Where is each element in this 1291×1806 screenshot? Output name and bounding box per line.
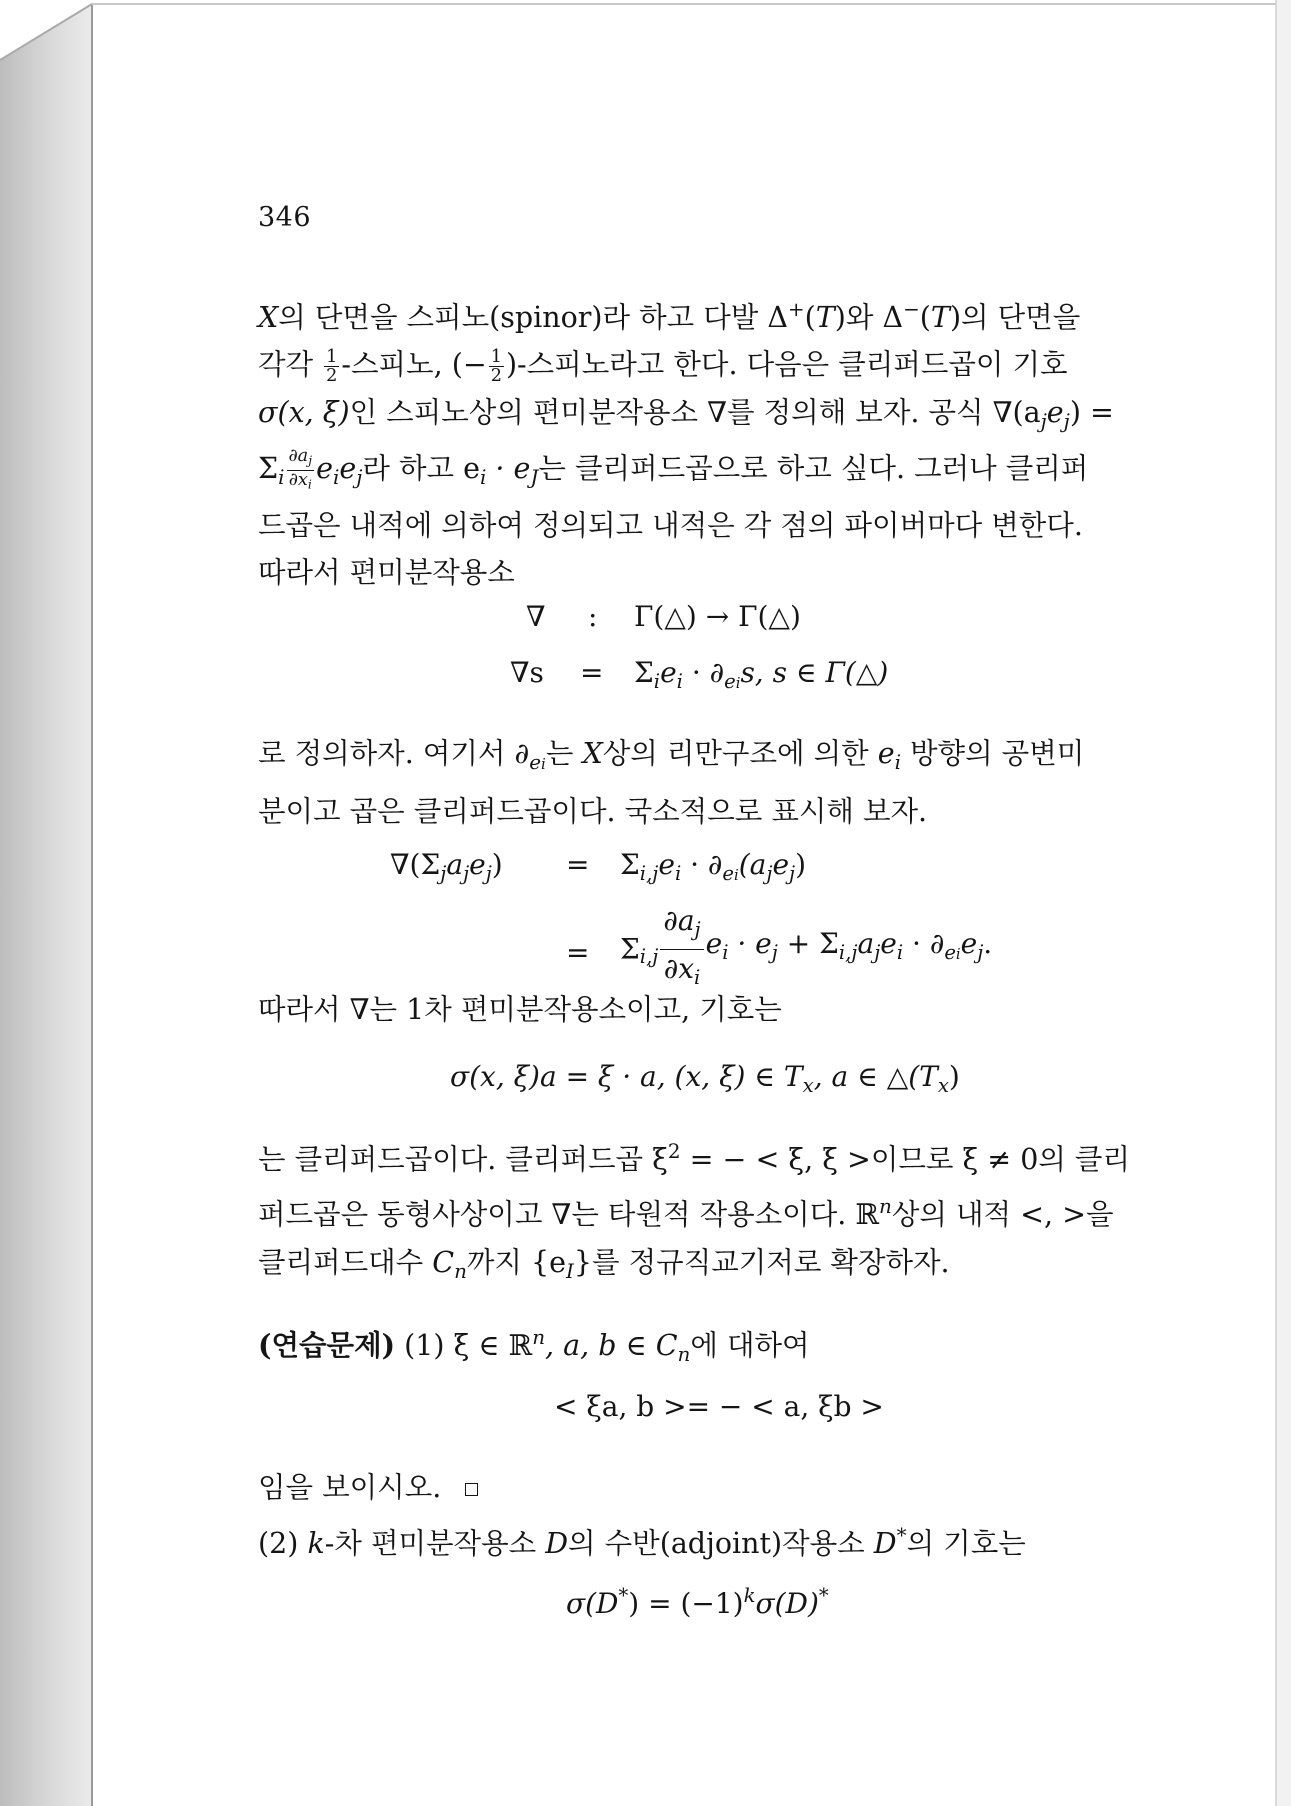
equation-dirac-map-right: Γ(△) → Γ(△) bbox=[634, 600, 801, 633]
exercise-equation-2: $\sigma(D^*) = (-1)^k\sigma(D)^*$ bbox=[566, 1584, 829, 1620]
text-line: 로 정의하자. 여기서 $\partial_{ei}$는 X상의 리만구조에 의한 $e_i$ 방향의 공변미 bbox=[258, 737, 1085, 774]
exercise-heading bbox=[258, 1314, 1148, 1378]
equation-local-right-2: $\Sigma_{i,j}$ $\frac{\partial a_j}{\partial x_i}$ $e_i \cdot e_j + \Sigma_{i,j}a_je_i \cdot \partial_{ei}e_j$. bbox=[620, 904, 993, 989]
paragraph-covariant-derivative bbox=[258, 730, 1148, 836]
text-line: 임을 보이시오. bbox=[258, 1464, 1148, 1512]
equation-dirac-def-left: ∇s bbox=[510, 656, 544, 689]
equation-local-left: $\nabla(\Sigma_ja_je_j)$ bbox=[390, 848, 503, 885]
exercise-title: (연습문제) bbox=[258, 1327, 396, 1362]
text-line: (2) k-차 편미분작용소 D의 수반(adjoint)작용소 D*의 기호는 bbox=[258, 1522, 1026, 1560]
paragraph-first-order bbox=[258, 986, 1148, 1034]
equation-local-equals-1: = bbox=[566, 848, 590, 881]
text-line: 드곱은 내적에 의하여 정의되고 내적은 각 점의 파이버마다 변한다. bbox=[258, 508, 1083, 542]
exercise-continuation bbox=[258, 1464, 1148, 1567]
text-line: 는 클리퍼드곱이다. 클리퍼드곱 $\xi^2$ = − < ξ, ξ >이므로 ξ ≠ 0의 클리 bbox=[258, 1139, 1130, 1176]
text-line: X의 단면을 스피노(spinor)라 하고 다발 Δ+(T)와 Δ−(T)의 단면을 bbox=[258, 297, 1081, 334]
equation-local-equals-2: = bbox=[566, 936, 590, 969]
equation-dirac-def-right: $\Sigma_ie_i \cdot \partial_{ei}s$, s ∈ Γ(△) bbox=[634, 656, 889, 693]
text-line: 각각 $\frac{1}{2}$ -스피노, (− $\frac{1}{2}$ )-스피노라고 한다. 다음은 클리퍼드곱이 기호 bbox=[258, 346, 1068, 387]
equation-symbol: σ(x, ξ)a = ξ · a, (x, ξ) ∈ $T_x$, a ∈ $\triangle(T_x)$ bbox=[450, 1060, 960, 1097]
text-line: 퍼드곱은 동형사상이고 ∇는 타원적 작용소이다. ℝ$^n$상의 내적 <, >을 bbox=[258, 1194, 1114, 1232]
text-line: (연습문제) (1) ξ ∈ ℝ$^n$, a, b ∈ $C_n$에 대하여 bbox=[258, 1325, 810, 1366]
exercise-equation-1: < ξa, b >= − < a, ξb > bbox=[554, 1390, 884, 1423]
equation-dirac-map-colon: : bbox=[588, 600, 598, 633]
text-line: 클리퍼드대수 $C_n$까지 $\{e_I\}$를 정규직교기저로 확장하자. bbox=[258, 1245, 950, 1283]
paragraph-clifford-product bbox=[258, 1128, 1148, 1295]
text-line: 따라서 편미분작용소 bbox=[258, 556, 515, 590]
text-line: σ(x, ξ)인 스피노상의 편미분작용소 ∇를 정의해 보자. 공식 $\nabla(a_je_j)$ = bbox=[258, 395, 1114, 433]
text-line: 분이고 곱은 클리퍼드곱이다. 국소적으로 표시해 보자. bbox=[258, 795, 928, 829]
qed-box-icon bbox=[465, 1483, 478, 1496]
text-line: $\Sigma_i$ $\frac{\partial a_j}{\partial x_i}$ $e_ie_j$라 하고 $e_i \cdot e_J$는 클리퍼드곱으로 하고 싶다. 그러나 클리퍼 bbox=[258, 446, 1089, 493]
paragraph-spinor-definition bbox=[258, 286, 1148, 597]
equation-dirac-def-equals: = bbox=[580, 656, 604, 689]
text-line: 따라서 ∇는 1차 편미분작용소이고, 기호는 bbox=[258, 993, 782, 1026]
equation-dirac-map-left: ∇ bbox=[526, 600, 546, 633]
equation-local-right-1: $\Sigma_{i,j}e_i \cdot \partial_{ei}(a_je_j)$ bbox=[620, 848, 807, 885]
page-number: 346 bbox=[258, 202, 312, 233]
